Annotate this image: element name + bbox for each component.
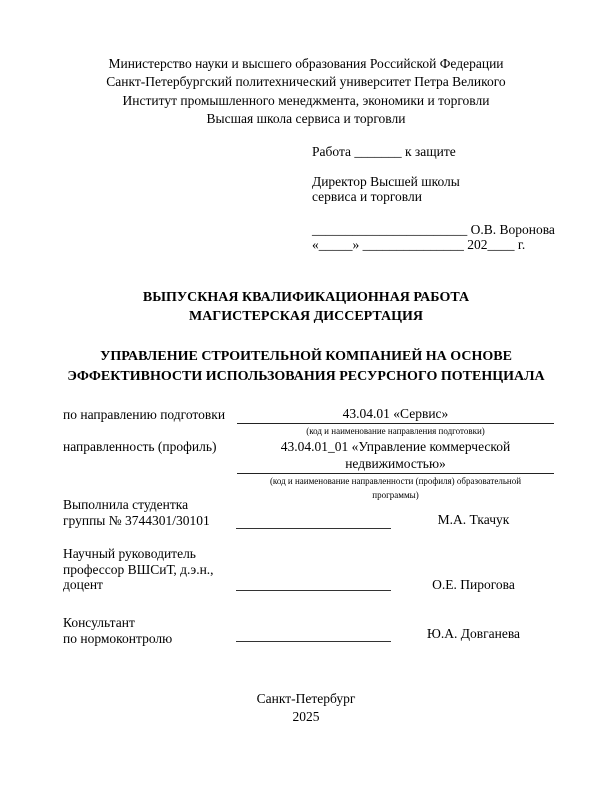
profile-field-caption bbox=[237, 475, 554, 502]
advisor-name: О.Е. Пирогова bbox=[432, 577, 515, 592]
profile-caption-line-2: программы) bbox=[372, 489, 419, 500]
advisor-label-line-2: профессор ВШСиТ, д.э.н., bbox=[63, 561, 214, 577]
profile-value-line-1: 43.04.01_01 «Управление коммерческой bbox=[280, 439, 511, 454]
advisor-signature-line bbox=[236, 590, 391, 591]
consultant-label-line-1: Консультант bbox=[63, 615, 135, 630]
work-type-heading bbox=[0, 289, 612, 326]
advisor-label-line-1: Научный руководитель bbox=[63, 546, 196, 561]
profile-value-line-2: недвижимостью» bbox=[345, 456, 446, 471]
approval-block bbox=[312, 144, 555, 253]
consultant-name: Ю.А. Довганева bbox=[426, 626, 521, 641]
thesis-title-line-2: ЭФФЕКТИВНОСТИ ИСПОЛЬЗОВАНИЯ РЕСУРСНОГО ПОТЕНЦИАЛА bbox=[67, 369, 545, 384]
advisor-label bbox=[63, 546, 214, 593]
student-label bbox=[63, 497, 210, 528]
footer-year: 2025 bbox=[292, 708, 320, 724]
footer-city: Санкт-Петербург bbox=[256, 691, 356, 706]
student-label-line-1: Выполнила студентка bbox=[63, 497, 189, 512]
work-admission-line: Работа _______ к защите bbox=[312, 144, 456, 159]
profile-caption-line-1: (код и наименование направленности (профиля) образовательной bbox=[269, 476, 522, 486]
director-signature-line: _______________________ О.В. Воронова bbox=[312, 222, 555, 238]
direction-field-caption: (код и наименование направления подготовки) bbox=[306, 426, 485, 436]
footer-block bbox=[0, 690, 612, 725]
profile-field-value bbox=[237, 438, 554, 474]
direction-field-value: 43.04.01 «Сервис» bbox=[237, 404, 554, 424]
student-label-line-2: группы № 3744301/30101 bbox=[63, 512, 210, 528]
director-title-line-2: сервиса и торговли bbox=[312, 189, 422, 205]
thesis-title-line-1: УПРАВЛЕНИЕ СТРОИТЕЛЬНОЙ КОМПАНИЕЙ НА ОСНОВЕ bbox=[100, 349, 512, 364]
work-type-line-2: МАГИСТЕРСКАЯ ДИССЕРТАЦИЯ bbox=[188, 308, 424, 324]
thesis-title-heading bbox=[0, 347, 612, 387]
consultant-signature-line bbox=[236, 641, 391, 642]
advisor-label-line-3: доцент bbox=[63, 577, 103, 592]
header-line-university: Санкт-Петербургский политехнический университет Петра Великого bbox=[106, 74, 506, 90]
direction-field-label: по направлению подготовки bbox=[63, 407, 226, 422]
consultant-label bbox=[63, 615, 172, 646]
work-type-line-1: ВЫПУСКНАЯ КВАЛИФИКАЦИОННАЯ РАБОТА bbox=[142, 290, 470, 305]
consultant-label-line-2: по нормоконтролю bbox=[63, 630, 173, 646]
approval-date-line: «_____» _______________ 202____ г. bbox=[312, 237, 526, 253]
student-name: М.А. Ткачук bbox=[437, 512, 510, 527]
ministry-header bbox=[0, 55, 612, 128]
director-title-line-1: Директор Высшей школы bbox=[312, 174, 460, 190]
header-line-institute: Институт промышленного менеджмента, экономики и торговли bbox=[122, 92, 490, 108]
profile-field-label: направленность (профиль) bbox=[63, 439, 217, 454]
header-line-school: Высшая школа сервиса и торговли bbox=[206, 110, 406, 126]
student-signature-line bbox=[236, 528, 391, 529]
header-line-ministry: Министерство науки и высшего образования Российской Федерации bbox=[108, 56, 504, 71]
